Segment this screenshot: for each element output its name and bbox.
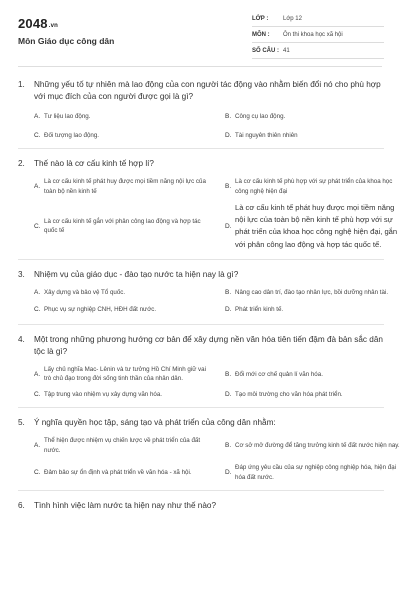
option-text: Tập trung vào nhiệm vụ xây dựng văn hóa.	[44, 390, 162, 398]
question-6	[18, 500, 384, 512]
option-b[interactable]	[225, 436, 400, 455]
option-text: Phục vụ sự nghiệp CNH, HĐH đất nước.	[44, 306, 157, 314]
question-3	[18, 269, 389, 315]
question-title	[18, 334, 384, 358]
option-text: Nâng cao dân trí, đào tạo nhân lực, bồi dưỡng nhân tài.	[235, 288, 389, 296]
option-b[interactable]	[225, 365, 400, 384]
meta-row-subject	[252, 27, 384, 43]
option-letter: B.	[225, 370, 232, 378]
options	[34, 177, 398, 251]
option-a[interactable]	[34, 112, 209, 122]
question-divider	[18, 259, 384, 260]
question-text: Ý nghĩa quyền học tập, sáng tạo và phát triển của công dân nhằm:	[34, 418, 276, 428]
question-divider	[18, 407, 384, 408]
question-divider	[18, 148, 384, 149]
question-divider	[18, 324, 384, 325]
question-5	[18, 417, 400, 482]
option-a[interactable]	[34, 288, 209, 298]
option-d[interactable]	[225, 131, 400, 141]
question-2	[18, 158, 398, 251]
meta-label: LỚP :	[252, 15, 269, 22]
question-number: 6.	[18, 501, 25, 511]
option-b[interactable]	[225, 288, 400, 298]
options	[34, 288, 389, 315]
option-text: Đối tượng lao động.	[44, 131, 99, 139]
option-text: Xây dựng và bảo vệ Tổ quốc.	[44, 288, 126, 296]
option-text: Lấy chủ nghĩa Mac- Lênin và tư tưởng Hồ Chí Minh giữ vai trò chủ đạo trong đời sống tinh thần của nhân dân.	[44, 365, 206, 383]
option-letter: A.	[34, 288, 41, 296]
site-logo[interactable]	[18, 16, 58, 31]
meta-value: Lớp 12	[283, 15, 302, 22]
option-text: Tạo môi trường cho văn hóa phát triển.	[235, 390, 343, 398]
question-title	[18, 500, 384, 512]
option-letter: B.	[225, 182, 232, 190]
question-text: Một trong những phương hướng cơ bản để xây dựng nền văn hóa tiên tiến đậm đà bản sắc dân tộc là gì?	[34, 334, 383, 356]
logo-suffix: .vn	[48, 23, 59, 29]
option-text: Là cơ cấu kinh tế gắn với phân công lao động và hợp tác quốc tế	[44, 217, 201, 235]
options	[34, 112, 384, 140]
question-list	[18, 79, 400, 512]
option-letter: C.	[34, 131, 41, 139]
question-number: 4.	[18, 334, 25, 344]
question-text: Nhiệm vụ của giáo dục - đào tạo nước ta hiện nay là gì?	[34, 269, 239, 279]
option-text: Đổi mới cơ chế quản lí văn hóa.	[235, 370, 323, 378]
logo-main: 2048	[18, 16, 48, 31]
question-1	[18, 79, 384, 140]
option-text: Tài nguyên thiên nhiên	[235, 131, 298, 139]
option-a[interactable]	[34, 436, 209, 455]
option-letter: A.	[34, 113, 41, 120]
option-letter: C.	[34, 306, 41, 314]
meta-row-class	[252, 11, 384, 27]
option-letter: C.	[34, 222, 41, 230]
option-text: Công cụ lao động.	[235, 113, 286, 120]
option-d[interactable]	[225, 463, 400, 482]
option-letter: B.	[225, 113, 232, 120]
question-title	[18, 417, 384, 429]
option-text: Là cơ cấu kinh tế phát huy được mọi tiềm năng nội lực của toàn bộ nền kinh tế phù hợp với sự phát triển của khoa học công nghệ hiện đại, gắn với phân công lao động và hợp tác quốc tế.	[235, 203, 398, 249]
option-text: Phát triển kinh tế.	[235, 306, 284, 314]
option-text: Thể hiện được nhiệm vụ chiến lược về phát triển của đất nước.	[44, 437, 201, 454]
question-title	[18, 269, 384, 281]
question-divider	[18, 490, 384, 491]
option-letter: C.	[34, 390, 41, 398]
option-letter: D.	[225, 390, 232, 398]
meta-row-count	[252, 43, 384, 59]
option-letter: D.	[225, 469, 232, 477]
option-d[interactable]	[225, 390, 400, 400]
option-letter: C.	[34, 469, 41, 477]
options	[34, 436, 400, 482]
option-text: Cơ sở mở đường để tăng trưởng kinh tế đất nước hiện nay.	[235, 442, 400, 450]
meta-label: MÔN :	[252, 31, 270, 38]
question-number: 5.	[18, 418, 25, 428]
option-d[interactable]	[225, 202, 400, 251]
option-letter: B.	[225, 288, 232, 296]
question-text: Những yếu tố tự nhiên mà lao động của con người tác động vào nhằm biến đổi nó cho phù hợp với mục đích của con người được gọi là gì?	[34, 80, 381, 101]
question-4	[18, 334, 384, 400]
option-text: Là cơ cấu kinh tế phù hợp với sự phát triển của khoa học công nghệ hiện đại	[235, 178, 393, 195]
question-text: Tình hình việc làm nước ta hiện nay như thế nào?	[34, 501, 217, 511]
option-a[interactable]	[34, 177, 209, 196]
question-number: 2.	[18, 159, 25, 168]
meta-value: Ôn thi khoa học xã hội	[283, 31, 343, 38]
option-c[interactable]	[34, 390, 209, 400]
subject-title: Môn Giáo dục công dân	[18, 36, 115, 46]
option-b[interactable]	[225, 177, 400, 196]
option-b[interactable]	[225, 112, 400, 122]
options	[34, 365, 384, 400]
option-text: Đảm bảo sự ổn định và phát triển về văn hóa - xã hội.	[44, 469, 192, 477]
option-c[interactable]	[34, 131, 209, 141]
meta-table	[252, 11, 384, 59]
option-text: Tư liệu lao động.	[44, 113, 91, 120]
option-c[interactable]	[34, 202, 209, 251]
option-letter: D.	[225, 131, 232, 139]
option-c[interactable]	[34, 463, 209, 482]
header-divider	[18, 66, 382, 67]
question-text: Thế nào là cơ cấu kinh tế hợp lí?	[34, 159, 154, 168]
question-number: 3.	[18, 269, 25, 279]
option-letter: D.	[225, 222, 232, 230]
question-title	[18, 158, 384, 170]
option-letter: D.	[225, 306, 232, 314]
option-text: Đáp ứng yêu cầu của sự nghiệp công nghiệp hóa, hiện đại hóa đất nước.	[235, 464, 397, 481]
meta-label: SỐ CÂU :	[252, 47, 279, 54]
header	[0, 0, 400, 66]
option-a[interactable]	[34, 365, 209, 384]
option-c[interactable]	[34, 305, 209, 315]
option-letter: A.	[34, 182, 41, 190]
option-letter: B.	[225, 442, 232, 450]
question-title	[18, 79, 384, 103]
option-d[interactable]	[225, 305, 400, 315]
question-number: 1.	[18, 80, 25, 89]
option-text: Là cơ cấu kinh tế phát huy được mọi tiềm năng nội lực của toàn bộ nền kinh tế	[44, 178, 206, 195]
meta-value: 41	[283, 47, 290, 54]
option-letter: A.	[34, 370, 41, 378]
option-letter: A.	[34, 442, 41, 450]
